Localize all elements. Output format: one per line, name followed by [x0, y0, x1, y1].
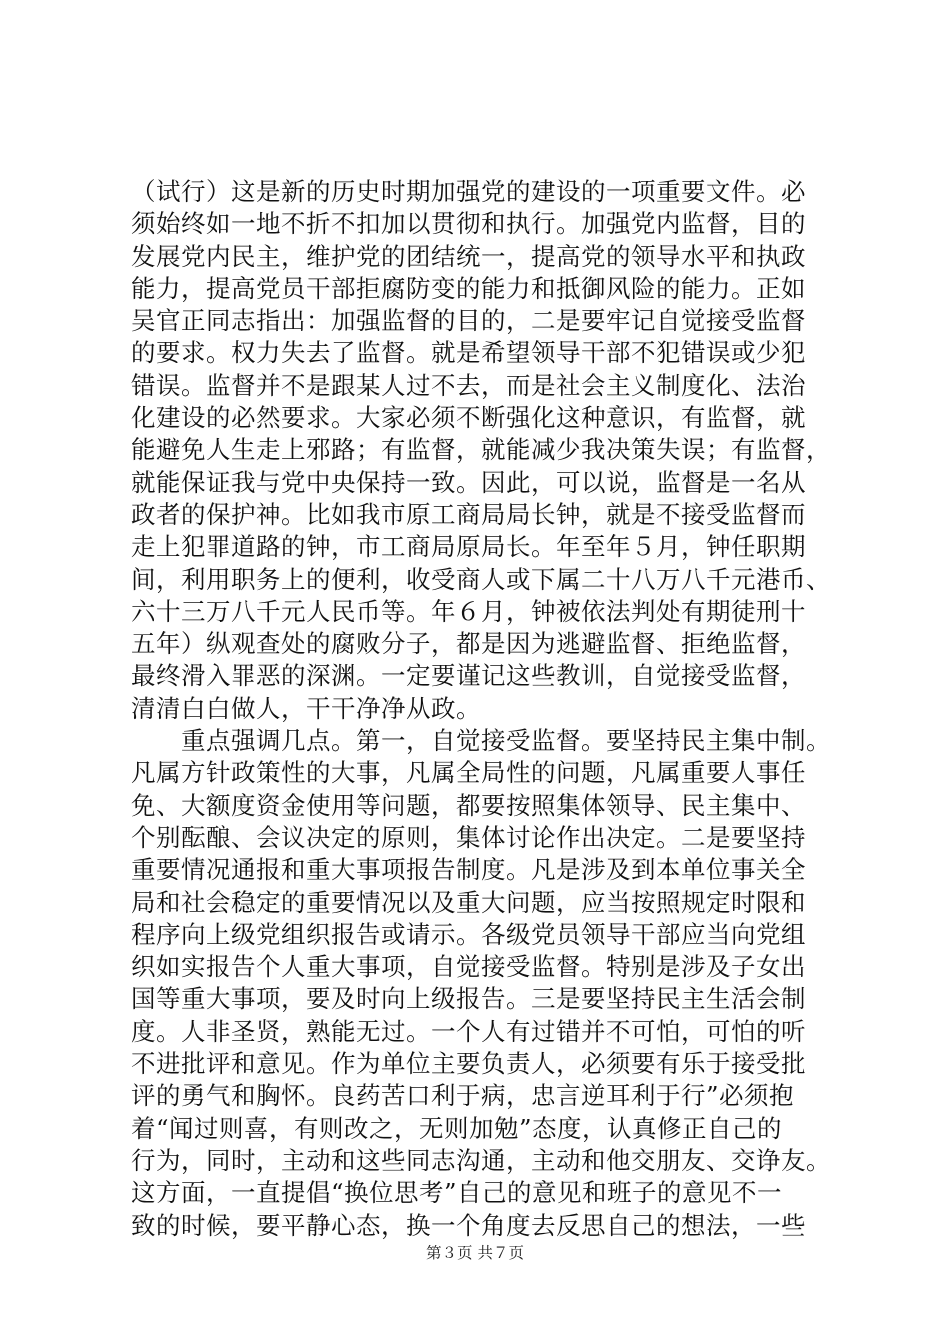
text-line: 六十三万八千元人民币等。年６月，钟被依法判处有期徒刑十	[131, 596, 806, 626]
text-line: 最终滑入罪恶的深渊。一定要谨记这些教训，自觉接受监督，	[131, 661, 806, 691]
text-line: 重要情况通报和重大事项报告制度。凡是涉及到本单位事关全	[131, 855, 806, 885]
text-line: 评的勇气和胸怀。良药苦口利于病，忠言逆耳利于行”必须抱	[131, 1081, 795, 1111]
text-line: 吴官正同志指出：加强监督的目的，二是要牢记自觉接受监督	[131, 306, 806, 336]
text-line: 须始终如一地不折不扣加以贯彻和执行。加强党内监督，目的	[131, 209, 806, 239]
text-line: 程序向上级党组织报告或请示。各级党员领导干部应当向党组	[131, 919, 806, 949]
page-number-label: 第３页 共７页	[426, 1244, 524, 1262]
text-line: 局和社会稳定的重要情况以及重大问题，应当按照规定时限和	[131, 887, 806, 917]
text-line: 国等重大事项，要及时向上级报告。三是要坚持民主生活会制	[131, 984, 806, 1014]
text-line: 能力，提高党员干部拒腐防变的能力和抵御风险的能力。正如	[131, 273, 806, 303]
text-line: 就能保证我与党中央保持一致。因此，可以说，监督是一名从	[131, 467, 806, 497]
text-line: 发展党内民主，维护党的团结统一，提高党的领导水平和执政	[131, 241, 806, 271]
text-line: 这方面，一直提倡“换位思考”自己的意见和班子的意见不一	[131, 1178, 783, 1208]
text-line: 间，利用职务上的便利，收受商人或下属二十八万八千元港币、	[131, 564, 831, 594]
text-line: 个别酝酿、会议决定的原则，集体讨论作出决定。二是要坚持	[131, 822, 806, 852]
text-line: 五年）纵观查处的腐败分子，都是因为逃避监督、拒绝监督，	[131, 629, 806, 659]
text-line: 行为，同时，主动和这些同志沟通，主动和他交朋友、交诤友。	[131, 1145, 831, 1175]
text-line: 致的时候，要平静心态，换一个角度去反思自己的想法，一些	[131, 1210, 806, 1240]
text-line: 化建设的必然要求。大家必须不断强化这种意识，有监督，就	[131, 403, 806, 433]
text-line: 着“闻过则喜，有则改之，无则加勉”态度，认真修正自己的	[131, 1113, 783, 1143]
text-line: 的要求。权力失去了监督。就是希望领导干部不犯错误或少犯	[131, 338, 806, 368]
text-line: 能避免人生走上邪路；有监督，就能减少我决策失误；有监督，	[131, 435, 831, 465]
text-line: 度。人非圣贤，熟能无过。一个人有过错并不可怕，可怕的听	[131, 1016, 806, 1046]
text-line: 清清白白做人，干干净净从政。	[131, 693, 481, 723]
text-line: 凡属方针政策性的大事，凡属全局性的问题，凡属重要人事任	[131, 758, 806, 788]
text-line: 免、大额度资金使用等问题，都要按照集体领导、民主集中、	[131, 790, 806, 820]
text-line: 织如实报告个人重大事项，自觉接受监督。特别是涉及子女出	[131, 952, 806, 982]
text-line: 错误。监督并不是跟某人过不去，而是社会主义制度化、法治	[131, 370, 806, 400]
page-footer	[0, 1243, 950, 1263]
body-text	[131, 176, 831, 1242]
text-line: 政者的保护神。比如我市原工商局局长钟，就是不接受监督而	[131, 499, 806, 529]
text-line: （试行）这是新的历史时期加强党的建设的一项重要文件。必	[131, 177, 806, 206]
text-line: 走上犯罪道路的钟，市工商局原局长。年至年５月，钟任职期	[131, 532, 806, 562]
paragraph-start-line: 重点强调几点。第一，自觉接受监督。要坚持民主集中制。	[181, 726, 831, 756]
text-line: 不进批评和意见。作为单位主要负责人，必须要有乐于接受批	[131, 1049, 806, 1079]
